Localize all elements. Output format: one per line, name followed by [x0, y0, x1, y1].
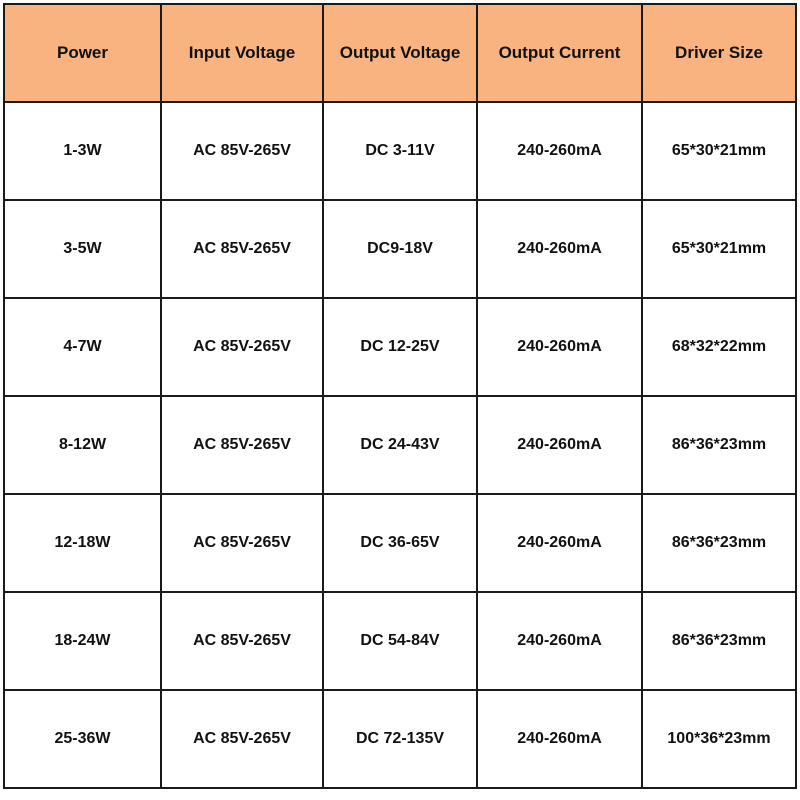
table-row: [4, 494, 796, 592]
table-row: [4, 200, 796, 298]
cell-input-voltage: AC 85V-265V: [161, 102, 323, 200]
cell-output-voltage: DC9-18V: [323, 200, 477, 298]
cell-output-voltage: DC 24-43V: [323, 396, 477, 494]
cell-driver-size: 86*36*23mm: [642, 494, 796, 592]
cell-power: 1-3W: [4, 102, 161, 200]
cell-output-current: 240-260mA: [477, 102, 642, 200]
cell-power: 3-5W: [4, 200, 161, 298]
cell-output-voltage: DC 36-65V: [323, 494, 477, 592]
header-output-voltage: Output Voltage: [323, 4, 477, 102]
cell-output-current: 240-260mA: [477, 690, 642, 788]
cell-input-voltage: AC 85V-265V: [161, 396, 323, 494]
cell-output-current: 240-260mA: [477, 396, 642, 494]
cell-output-current: 240-260mA: [477, 592, 642, 690]
cell-power: 12-18W: [4, 494, 161, 592]
cell-output-voltage: DC 3-11V: [323, 102, 477, 200]
table-header: [4, 4, 796, 102]
cell-output-current: 240-260mA: [477, 298, 642, 396]
cell-output-current: 240-260mA: [477, 200, 642, 298]
cell-input-voltage: AC 85V-265V: [161, 298, 323, 396]
header-output-current: Output Current: [477, 4, 642, 102]
table-row: [4, 298, 796, 396]
table-body: [4, 102, 796, 788]
header-input-voltage: Input Voltage: [161, 4, 323, 102]
spec-table: [3, 3, 797, 789]
cell-driver-size: 65*30*21mm: [642, 102, 796, 200]
header-driver-size: Driver Size: [642, 4, 796, 102]
cell-output-voltage: DC 12-25V: [323, 298, 477, 396]
table-row: [4, 690, 796, 788]
cell-input-voltage: AC 85V-265V: [161, 592, 323, 690]
cell-driver-size: 86*36*23mm: [642, 396, 796, 494]
cell-power: 8-12W: [4, 396, 161, 494]
cell-driver-size: 86*36*23mm: [642, 592, 796, 690]
table-row: [4, 396, 796, 494]
cell-input-voltage: AC 85V-265V: [161, 690, 323, 788]
cell-power: 18-24W: [4, 592, 161, 690]
cell-output-voltage: DC 72-135V: [323, 690, 477, 788]
cell-driver-size: 100*36*23mm: [642, 690, 796, 788]
header-power: Power: [4, 4, 161, 102]
cell-driver-size: 65*30*21mm: [642, 200, 796, 298]
cell-input-voltage: AC 85V-265V: [161, 494, 323, 592]
cell-input-voltage: AC 85V-265V: [161, 200, 323, 298]
cell-power: 4-7W: [4, 298, 161, 396]
table-row: [4, 102, 796, 200]
cell-output-current: 240-260mA: [477, 494, 642, 592]
cell-power: 25-36W: [4, 690, 161, 788]
cell-output-voltage: DC 54-84V: [323, 592, 477, 690]
cell-driver-size: 68*32*22mm: [642, 298, 796, 396]
header-row: [4, 4, 796, 102]
table-row: [4, 592, 796, 690]
